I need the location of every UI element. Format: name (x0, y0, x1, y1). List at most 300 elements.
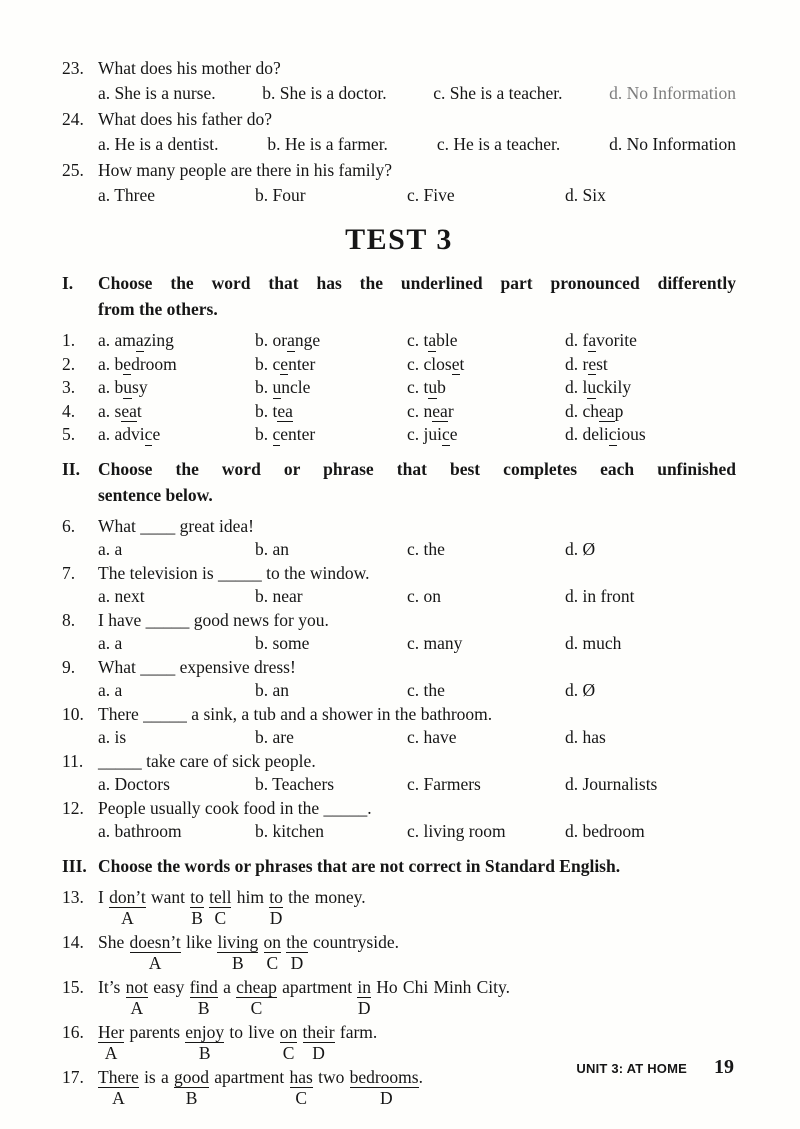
question-number: 23. (62, 58, 84, 78)
word-text: him (236, 886, 264, 907)
word-token (236, 976, 277, 1019)
question-text: What ____ great idea! (98, 515, 254, 536)
options-row (98, 585, 736, 609)
word-text: farm. (339, 1021, 378, 1042)
choice-letter (340, 1043, 377, 1064)
choice-letter: A (112, 1087, 125, 1108)
word-token (282, 976, 352, 1019)
underlined-word: good (174, 1066, 210, 1087)
section-title-line: from the others. (98, 299, 218, 319)
word-text: money. (314, 886, 366, 907)
question-text: What does his father do? (98, 109, 272, 129)
word-token (190, 886, 204, 929)
choice-letter: B (197, 997, 210, 1018)
question-block (62, 931, 736, 974)
question-text: What does his mother do? (98, 58, 281, 78)
question-text: People usually cook food in the _____. (98, 797, 372, 818)
question-line (62, 750, 736, 774)
option-a: a. is (98, 727, 127, 747)
word-suffix: . (418, 1066, 423, 1087)
question-block (62, 609, 736, 656)
option-b: b. an (255, 680, 290, 700)
choice-letter (403, 998, 428, 1019)
question-block (62, 562, 736, 609)
question-number: 8. (62, 609, 76, 630)
word (144, 1066, 156, 1088)
word (174, 1066, 209, 1088)
word (313, 931, 399, 953)
word (286, 931, 307, 953)
options-row (98, 820, 736, 844)
option-a: a. She is a nurse. (98, 83, 216, 103)
word-token (433, 976, 471, 1019)
option-c: c. near (407, 400, 454, 421)
options-row (98, 81, 736, 106)
option-b: b. Four (255, 185, 306, 205)
option-c: c. living room (407, 821, 506, 841)
underlined-word: the (286, 931, 308, 952)
word-text: It’s (98, 976, 121, 997)
pronunciation-item (62, 376, 736, 400)
options-row (98, 632, 736, 656)
option-c: c. the (407, 680, 445, 700)
question-number: 3. (62, 377, 76, 397)
word (403, 976, 428, 998)
question-block (62, 107, 736, 157)
word (190, 976, 218, 998)
underlined-word: There (98, 1066, 139, 1087)
option-a: a. amazing (98, 330, 174, 350)
question-line (62, 56, 736, 81)
word-token (98, 931, 124, 974)
word (477, 976, 510, 998)
word (282, 976, 352, 998)
underlined-word: living (217, 931, 259, 952)
word (315, 886, 366, 908)
question-block (62, 158, 736, 208)
choice-letter (376, 998, 397, 1019)
option-b: b. some (255, 633, 310, 653)
choice-letter (98, 908, 104, 929)
section-heading (62, 456, 736, 508)
option-d: d. rest (565, 353, 608, 374)
word-token (318, 1066, 344, 1109)
question-text: _____ take care of sick people. (98, 750, 316, 771)
section-heading (62, 853, 736, 879)
question-line (62, 158, 736, 183)
word-token (98, 1066, 139, 1109)
choice-letter (315, 908, 366, 929)
word-token (288, 886, 309, 929)
choice-letter (248, 1043, 274, 1064)
footer-page-number: 19 (714, 1056, 734, 1078)
option-b: b. near (255, 586, 303, 606)
word-text: Chi (402, 976, 429, 997)
choice-letter: D (379, 1087, 393, 1108)
choice-letter (288, 908, 309, 929)
word-token (174, 1066, 209, 1109)
option-d: d. Ø (565, 539, 596, 559)
option-d: d. No Information (609, 134, 736, 154)
choice-letter (161, 1088, 169, 1109)
choice-letter: B (185, 1087, 198, 1108)
option-a: a. busy (98, 377, 148, 397)
choice-letter: C (282, 1042, 295, 1063)
question-number: 16. (62, 1021, 84, 1042)
word (98, 1021, 124, 1043)
word-token (313, 931, 399, 974)
question-block (62, 750, 736, 797)
question-text (98, 976, 736, 1019)
word (217, 931, 258, 953)
option-b: b. an (255, 539, 290, 559)
question-number: 4. (62, 400, 76, 421)
option-d: d. bedroom (565, 821, 645, 841)
word-token (315, 886, 366, 929)
question-number: 10. (62, 703, 84, 724)
word (109, 886, 146, 908)
choice-letter (282, 998, 352, 1019)
section-title (98, 270, 736, 322)
test-sections (62, 270, 736, 1109)
choice-letter: D (357, 997, 371, 1018)
section-title (98, 456, 736, 508)
word-token (129, 1021, 180, 1064)
choice-letter (237, 908, 264, 929)
word-token (248, 1021, 274, 1064)
carryover-questions (62, 56, 736, 208)
question-block (62, 656, 736, 703)
choice-letter: D (269, 907, 283, 928)
underlined-word: to (269, 886, 283, 907)
option-c: c. on (407, 586, 442, 606)
option-b: b. orange (255, 330, 321, 350)
word-token (223, 976, 231, 1019)
option-a: a. a (98, 539, 123, 559)
pronunciation-item (62, 353, 736, 377)
choice-letter (98, 998, 120, 1019)
word (190, 886, 204, 908)
option-b: b. uncle (255, 377, 311, 397)
question-text: What ____ expensive dress! (98, 656, 296, 677)
option-d: d. No Information (609, 83, 736, 103)
word-token (186, 931, 212, 974)
option-a: a. a (98, 680, 123, 700)
option-a: a. seat (98, 400, 142, 421)
option-c: c. table (407, 330, 458, 350)
underlined-word: Her (98, 1021, 125, 1042)
question-number: 1. (62, 330, 76, 350)
choice-letter (144, 1088, 156, 1109)
choice-letter: A (104, 1042, 118, 1063)
word (303, 1021, 335, 1043)
word-token (98, 1021, 124, 1064)
options-row (98, 679, 736, 703)
option-c: c. have (407, 727, 457, 747)
options-row (98, 376, 736, 400)
options-row (98, 726, 736, 750)
word (130, 931, 181, 953)
choice-letter (318, 1088, 344, 1109)
word (280, 1021, 298, 1043)
word-token (130, 931, 181, 974)
word-text: She (98, 931, 125, 952)
word-token (237, 886, 264, 929)
word (229, 1021, 243, 1043)
word (161, 1066, 169, 1088)
option-d: d. has (565, 727, 606, 747)
choice-letter: D (290, 952, 304, 973)
section-heading (62, 270, 736, 322)
option-c: c. juice (407, 424, 458, 444)
word (98, 976, 120, 998)
option-d: d. delicious (565, 424, 646, 444)
word (223, 976, 231, 998)
question-block (62, 976, 736, 1019)
question-number: 24. (62, 109, 84, 129)
question-block (62, 703, 736, 750)
word (236, 976, 277, 998)
option-a: a. He is a dentist. (98, 134, 219, 154)
choice-letter (229, 1043, 243, 1064)
question-line (62, 976, 736, 1019)
question-number: 13. (62, 886, 84, 907)
option-d: d. Ø (565, 680, 596, 700)
choice-letter: A (130, 997, 144, 1018)
underlined-word: bedrooms (349, 1066, 419, 1087)
word-token (153, 976, 184, 1019)
option-d: d. much (565, 633, 622, 653)
word (126, 976, 148, 998)
section-numeral: II. (62, 458, 80, 479)
pronunciation-item (62, 423, 736, 447)
option-c: c. many (407, 633, 463, 653)
options-row (98, 132, 736, 157)
question-block (62, 797, 736, 844)
question-number: 11. (62, 750, 84, 771)
question-line (62, 703, 736, 727)
question-number: 12. (62, 797, 84, 818)
underlined-word: find (189, 976, 218, 997)
option-a: a. Three (98, 185, 156, 205)
word-text: easy (153, 976, 185, 997)
word (248, 1021, 274, 1043)
option-a: a. bedroom (98, 353, 177, 374)
section-title-line: Choose the word that has the underlined part pronounced differently (98, 273, 736, 293)
options-row (98, 400, 736, 424)
question-number: 7. (62, 562, 76, 583)
options-row (98, 773, 736, 797)
option-b: b. She is a doctor. (262, 83, 387, 103)
section-title-line: Choose the word or phrase that best completes each unfinished (98, 458, 736, 479)
question-line (62, 107, 736, 132)
word (318, 1066, 344, 1088)
question-number: 6. (62, 515, 76, 536)
choice-letter (151, 908, 185, 929)
underlined-word: has (289, 1066, 313, 1087)
question-line (62, 886, 736, 929)
word-text: Ho (376, 976, 398, 997)
choice-letter: C (266, 952, 279, 973)
word-token (144, 1066, 156, 1109)
word (98, 1066, 139, 1088)
word-token (350, 1066, 423, 1109)
underlined-word: don’t (109, 886, 146, 907)
options-row (98, 183, 736, 208)
word-text: a (223, 976, 231, 997)
question-text (98, 931, 736, 974)
options-row (98, 423, 736, 447)
question-line (62, 931, 736, 974)
word (433, 976, 471, 998)
underlined-word: their (302, 1021, 335, 1042)
word-text: to (229, 1021, 244, 1042)
section-title-line: sentence below. (98, 484, 213, 505)
question-text: The television is _____ to the window. (98, 562, 370, 583)
word-token (286, 931, 307, 974)
word-token (151, 886, 185, 929)
word-text: I (98, 886, 104, 907)
choice-letter (313, 953, 399, 974)
word-token (477, 976, 510, 1019)
question-line (62, 562, 736, 586)
section-title (98, 853, 736, 879)
underlined-word: on (279, 1021, 298, 1042)
word (237, 886, 264, 908)
choice-letter (98, 953, 124, 974)
word (288, 886, 309, 908)
option-a: a. next (98, 586, 145, 606)
word-token (214, 1066, 284, 1109)
section-ii (62, 456, 736, 844)
word (269, 886, 283, 908)
word-text: want (150, 886, 185, 907)
choice-letter: C (295, 1087, 307, 1108)
footer-unit-label: UNIT 3: AT HOME (576, 1061, 687, 1076)
question-text: There _____ a sink, a tub and a shower in the bathroom. (98, 703, 493, 724)
question-text: I have _____ good news for you. (98, 609, 329, 630)
choice-letter: C (250, 997, 263, 1018)
choice-letter: B (191, 907, 203, 928)
option-c: c. the (407, 539, 445, 559)
question-block (62, 56, 736, 106)
option-a: a. a (98, 633, 123, 653)
question-line (62, 609, 736, 633)
choice-letter: C (214, 907, 227, 928)
word-text: the (288, 886, 310, 907)
section-numeral: III. (62, 855, 87, 876)
word-text: apartment (282, 976, 353, 997)
option-b: b. Teachers (255, 774, 335, 794)
question-number: 15. (62, 976, 84, 997)
question-number: 9. (62, 656, 76, 677)
word-token (264, 931, 282, 974)
option-c: c. Five (407, 185, 455, 205)
option-d: d. cheap (565, 400, 624, 421)
word-text: live (248, 1021, 275, 1042)
question-line (62, 797, 736, 821)
choice-letter: A (121, 907, 134, 928)
question-line (62, 515, 736, 539)
question-number: 25. (62, 160, 84, 180)
section-title-line: Choose the words or phrases that are not correct in Standard English. (98, 855, 621, 876)
word-text: Minh (433, 976, 472, 997)
word-text: parents (129, 1021, 181, 1042)
question-number: 2. (62, 353, 76, 374)
underlined-word: enjoy (185, 1021, 225, 1042)
option-b: b. tea (255, 400, 293, 421)
word-token (280, 1021, 298, 1064)
word-token (185, 1021, 224, 1064)
word-token (126, 976, 148, 1019)
section-numeral: I. (62, 273, 74, 293)
underlined-word: to (190, 886, 204, 907)
word (290, 1066, 313, 1088)
word-token (376, 976, 397, 1019)
option-a: a. bathroom (98, 821, 182, 841)
word-token (340, 1021, 377, 1064)
word-token (290, 1066, 313, 1109)
word-token (217, 931, 258, 974)
choice-letter (153, 998, 184, 1019)
word-token (209, 886, 231, 929)
word (151, 886, 185, 908)
option-c: c. closet (407, 353, 465, 374)
question-block (62, 886, 736, 929)
options-row (98, 538, 736, 562)
word (340, 1021, 377, 1043)
test-title: TEST 3 (345, 223, 453, 256)
word-token (109, 886, 146, 929)
word-token (190, 976, 218, 1019)
section-i (62, 270, 736, 447)
option-c: c. She is a teacher. (433, 83, 563, 103)
option-c: c. He is a teacher. (436, 134, 561, 154)
word-token (357, 976, 371, 1019)
word (98, 931, 124, 953)
page-footer (576, 1056, 734, 1079)
word-token (98, 886, 104, 929)
word-text: is (144, 1066, 156, 1087)
question-number: 5. (62, 424, 76, 444)
option-d: d. Journalists (565, 774, 658, 794)
word-text: apartment (214, 1066, 285, 1087)
option-d: d. Six (565, 185, 606, 205)
option-b: b. He is a farmer. (267, 134, 388, 154)
word-token (403, 976, 428, 1019)
word (186, 931, 212, 953)
word-text: like (185, 931, 213, 952)
word-text: a (161, 1066, 169, 1087)
question-text (98, 886, 736, 929)
choice-letter (433, 998, 471, 1019)
underlined-word: not (125, 976, 148, 997)
option-a: a. advice (98, 424, 161, 444)
word (98, 886, 104, 908)
word-text: countryside. (312, 931, 399, 952)
choice-letter (477, 998, 510, 1019)
word (264, 931, 282, 953)
underlined-word: on (263, 931, 282, 952)
choice-letter (186, 953, 212, 974)
word (357, 976, 371, 998)
word-token (161, 1066, 169, 1109)
question-number: 14. (62, 931, 84, 952)
choice-letter: D (312, 1042, 325, 1063)
word (153, 976, 184, 998)
underlined-word: doesn’t (129, 931, 181, 952)
question-number: 17. (62, 1066, 84, 1087)
